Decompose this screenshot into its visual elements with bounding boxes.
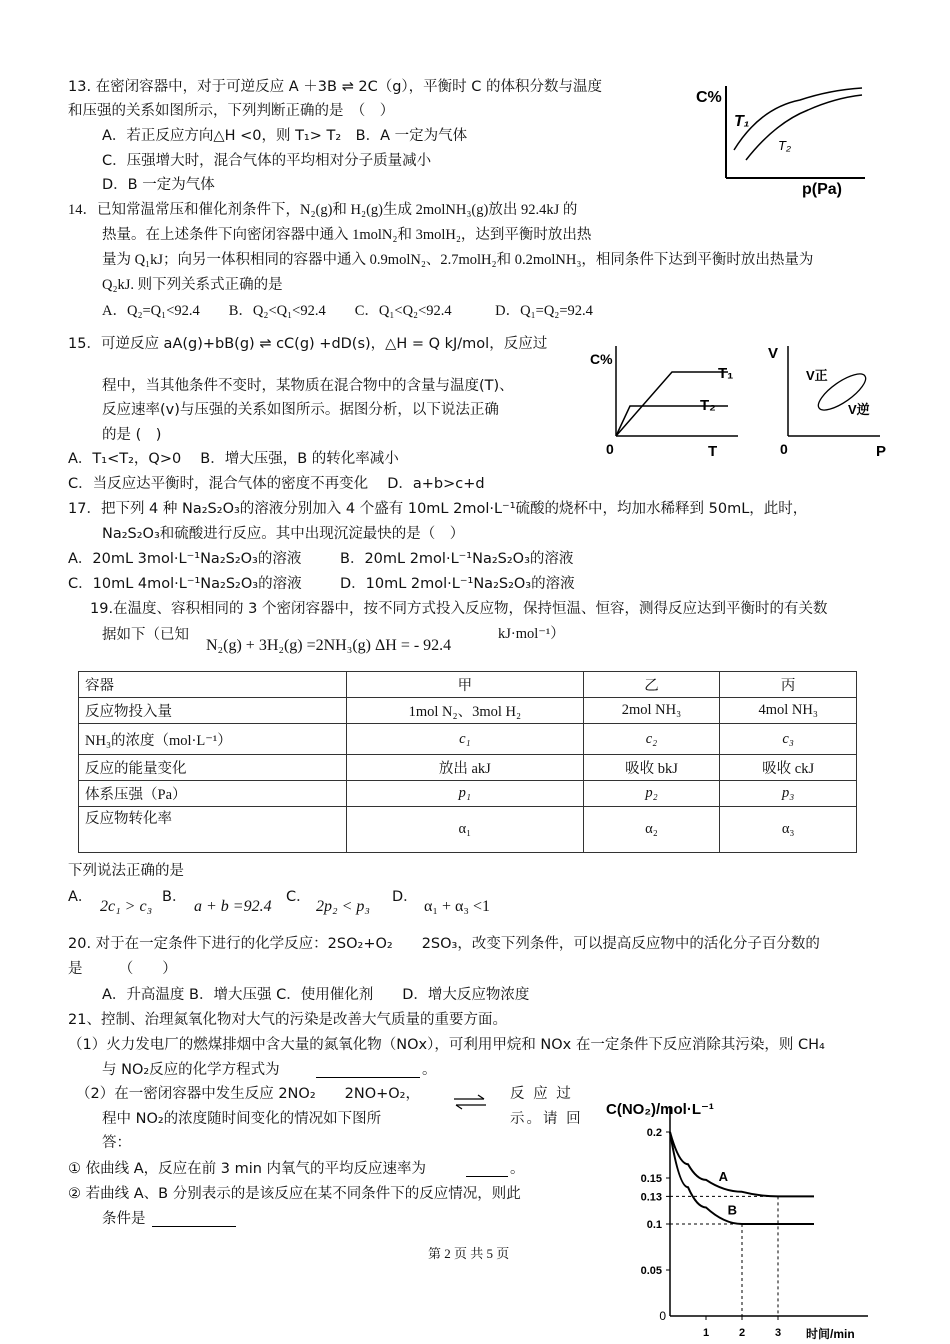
q19-option-d-expr: α₁ + α₃ <1 bbox=[424, 898, 490, 915]
table-row bbox=[79, 698, 857, 724]
q19-option-c-expr: 2p₂ < p₃ bbox=[316, 898, 370, 915]
q21-p1b: 与 NO₂反应的化学方程式为 bbox=[102, 1062, 280, 1078]
x-axis-label: 时间/min bbox=[806, 1327, 855, 1341]
table-cell: NH₃的浓度（mol·L⁻¹） bbox=[79, 724, 347, 755]
q13-t1-label: T₁ bbox=[734, 113, 750, 130]
x-tick-label: 3 bbox=[774, 1327, 782, 1339]
table-cell: c₁ bbox=[347, 724, 584, 755]
q15-option-c: C．当反应达平衡时，混合气体的密度不再变化 D．a+b>c+d bbox=[68, 476, 485, 492]
q15-figures bbox=[580, 330, 900, 464]
q19-option-b-expr: a + b =92.4 bbox=[194, 898, 272, 915]
q19-table bbox=[78, 671, 857, 853]
table-row bbox=[79, 755, 857, 781]
q14-line3: 量为 Q₁kJ；向另一体积相同的容器中通入 0.9molN₂、2.7molH₂和 0.2molNH₃，相同条件下达到平衡时放出热量为 bbox=[102, 252, 814, 268]
q15-fig2-y-label: V bbox=[768, 345, 779, 362]
q19-option-a-expr: 2c₁ > c₃ bbox=[100, 898, 153, 915]
q13-curve-t1 bbox=[734, 88, 862, 150]
page-footer: 第 2 页 共 5 页 bbox=[428, 1246, 510, 1261]
x-tick-label: 1 bbox=[702, 1327, 710, 1339]
q13-option-a: A．若正反应方向△H <0，则 T₁> T₂ B．A 一定为气体 bbox=[102, 128, 468, 144]
q13-option-d: D．B 一定为气体 bbox=[102, 177, 215, 193]
q17-line1: 17．把下列 4 种 Na₂S₂O₃的溶液分别加入 4 个盛有 10mL 2mol·L⁻¹硫酸的烧杯中，均加水稀释到 50mL，此时， bbox=[68, 501, 808, 517]
q14-line4: Q₂kJ. 则下列关系式正确的是 bbox=[102, 277, 283, 293]
table-cell: p₁ bbox=[347, 781, 584, 807]
table-cell: 放出 akJ bbox=[347, 755, 584, 781]
q20-line2: 是 （ ） bbox=[68, 961, 177, 977]
q19-option-a: A． bbox=[68, 889, 93, 905]
table-row bbox=[79, 724, 857, 755]
q21-blank-2[interactable] bbox=[466, 1176, 508, 1177]
table-cell: 甲 bbox=[347, 672, 584, 698]
q19-option-b: B． bbox=[162, 889, 187, 905]
q13-line1: 13. 在密闭容器中，对于可逆反应 A ＋3B ⇌ 2C（g），平衡时 C 的体积分数与温度 bbox=[68, 79, 602, 95]
y-tick-label: 0 bbox=[659, 1309, 666, 1323]
q20-options: A．升高温度 B．增大压强 C．使用催化剂 D．增大反应物浓度 bbox=[102, 987, 530, 1003]
y-tick-label: 0.1 bbox=[646, 1219, 662, 1231]
table-header-row bbox=[79, 672, 857, 698]
table-cell: p₂ bbox=[583, 781, 720, 807]
q13-curve-t2 bbox=[746, 95, 862, 160]
q21-blank-1[interactable] bbox=[316, 1077, 420, 1078]
q15-fig2-origin: 0 bbox=[780, 441, 788, 457]
q15-fig2-v-forward: V正 bbox=[806, 368, 828, 383]
q15-fig2-x-label: P bbox=[876, 443, 887, 460]
table-cell: α₂ bbox=[583, 807, 720, 853]
table-cell: p₃ bbox=[720, 781, 857, 807]
q14-line1: 14．已知常温常压和催化剂条件下，N₂(g)和 H₂(g)生成 2molNH₃(g)放出 92.4kJ 的 bbox=[68, 202, 578, 218]
q21-s2: ② 若曲线 A、B 分别表示的是该反应在某不同条件下的反应情况，则此 bbox=[68, 1186, 521, 1202]
q15-fig1-x-label: T bbox=[708, 443, 718, 460]
q21-line1: 21、控制、治理氮氧化物对大气的污染是改善大气质量的重要方面。 bbox=[68, 1012, 507, 1028]
q21-p2a-right: 反 应 过 bbox=[510, 1086, 573, 1102]
q21-s1: ① 依曲线 A，反应在前 3 min 内氧气的平均反应速率为 bbox=[68, 1161, 427, 1177]
q19-option-c: C． bbox=[286, 889, 311, 905]
y-tick-label: 0.05 bbox=[640, 1265, 662, 1277]
series-label-b: B bbox=[727, 1202, 737, 1218]
y-axis-label: C(NO₂)/mol·L⁻¹ bbox=[606, 1101, 714, 1118]
table-cell: 1mol N₂、3mol H₂ bbox=[347, 698, 584, 724]
y-tick-label: 0.15 bbox=[640, 1173, 662, 1185]
table-cell: α₃ bbox=[720, 807, 857, 853]
q15-line3: 反应速率(v)与压强的关系如图所示。据图分析，以下说法正确 bbox=[102, 402, 499, 418]
table-cell: α₁ bbox=[347, 807, 584, 853]
series-label-a: A bbox=[718, 1169, 728, 1185]
q17-line2: Na₂S₂O₃和硫酸进行反应。其中出现沉淀最快的是（ ） bbox=[102, 526, 465, 542]
q13-option-c: C．压强增大时，混合气体的平均相对分子质量减小 bbox=[102, 153, 432, 169]
equilibrium-arrow-icon bbox=[452, 1094, 488, 1110]
q21-s2b: 条件是 bbox=[102, 1211, 146, 1227]
table-cell: 反应物投入量 bbox=[79, 698, 347, 724]
q19-line1: 19.在温度、容积相同的 3 个密闭容器中，按不同方式投入反应物，保持恒温、恒容，测得反应达到平衡时的有关数 bbox=[90, 601, 828, 617]
q14-options: A．Q₂=Q₁<92.4 B．Q₂<Q₁<92.4 C．Q₁<Q₂<92.4 D．Q₁=Q₂=92.4 bbox=[102, 303, 593, 319]
q15-line2: 程中，当其他条件不变时，某物质在混合物中的含量与温度(T)、 bbox=[102, 378, 514, 394]
q13-line2: 和压强的关系如图所示，下列判断正确的是 （ ） bbox=[68, 103, 395, 119]
y-tick-label: 0.2 bbox=[646, 1127, 662, 1139]
q17-option-d: D．10mL 2mol·L⁻¹Na₂S₂O₃的溶液 bbox=[340, 576, 575, 592]
y-tick-label: 0.13 bbox=[640, 1191, 662, 1204]
table-cell: 吸收 ckJ bbox=[720, 755, 857, 781]
q15-fig1-t1: T₁ bbox=[718, 365, 734, 382]
q17-option-c: C．10mL 4mol·L⁻¹Na₂S₂O₃的溶液 bbox=[68, 576, 302, 592]
series-line-a bbox=[670, 1132, 814, 1196]
q19-after: 下列说法正确的是 bbox=[68, 863, 184, 879]
table-cell: c₃ bbox=[720, 724, 857, 755]
q19-unit: kJ·mol⁻¹） bbox=[498, 626, 565, 642]
q21-chart bbox=[598, 1090, 880, 1342]
q19-option-d: D． bbox=[392, 889, 418, 905]
table-cell: 2mol NH₃ bbox=[583, 698, 720, 724]
table-row bbox=[79, 781, 857, 807]
series-line-b bbox=[670, 1132, 814, 1224]
q21-p2a: （2）在一密闭容器中发生反应 2NO₂ 2NO+O₂， bbox=[76, 1086, 420, 1102]
q21-p1a: （1）火力发电厂的燃煤排烟中含大量的氮氧化物（NOx），可利用甲烷和 NOx 在一定条件下反应消除其污染，则 CH₄ bbox=[68, 1037, 825, 1053]
q20-line1: 20. 对于在一定条件下进行的化学反应：2SO₂+O₂ 2SO₃，改变下列条件，可以提高反应物中的活化分子百分数的 bbox=[68, 936, 820, 952]
q15-fig2-v-reverse: V逆 bbox=[848, 402, 870, 417]
q13-figure bbox=[690, 78, 890, 202]
q15-fig1-origin: 0 bbox=[606, 441, 614, 457]
table-cell: 吸收 bkJ bbox=[583, 755, 720, 781]
q15-line1: 15．可逆反应 aA(g)+bB(g) ⇌ cC(g) +dD(s)，△H = Q kJ/mol，反应过 bbox=[68, 336, 548, 352]
q13-x-label: p(Pa) bbox=[802, 181, 842, 198]
table-cell: 乙 bbox=[583, 672, 720, 698]
table-cell: 反应物转化率 bbox=[79, 807, 347, 853]
q17-option-b: B．20mL 2mol·L⁻¹Na₂S₂O₃的溶液 bbox=[340, 551, 574, 567]
table-cell: 4mol NH₃ bbox=[720, 698, 857, 724]
q13-t2-label: T₂ bbox=[778, 138, 791, 153]
q21-p2c: 答： bbox=[102, 1135, 131, 1151]
q15-option-a: A．T₁<T₂，Q>0 B．增大压强，B 的转化率减小 bbox=[68, 451, 399, 467]
table-cell: c₂ bbox=[583, 724, 720, 755]
q13-y-label: C% bbox=[696, 89, 722, 106]
q21-p2b-right: 示。请 回 bbox=[510, 1111, 583, 1127]
table-cell: 反应的能量变化 bbox=[79, 755, 347, 781]
x-tick-label: 2 bbox=[738, 1327, 746, 1339]
q21-blank-3[interactable] bbox=[152, 1226, 236, 1227]
q19-line2: 据如下（已知 bbox=[102, 627, 189, 643]
table-cell: 容器 bbox=[79, 672, 347, 698]
q19-equation: N₂(g) + 3H₂(g) =2NH₃(g) ΔH = - 92.4 bbox=[206, 637, 452, 654]
table-row bbox=[79, 807, 857, 853]
q14-line2: 热量。在上述条件下向密闭容器中通入 1molN₂和 3molH₂，达到平衡时放出热 bbox=[102, 227, 592, 243]
q15-fig1-t2: T₂ bbox=[700, 397, 716, 414]
table-cell: 丙 bbox=[720, 672, 857, 698]
q15-line4: 的是 ( ) bbox=[102, 427, 162, 443]
q15-fig1-y-label: C% bbox=[590, 351, 613, 367]
q21-p2b: 程中 NO₂的浓度随时间变化的情况如下图所 bbox=[102, 1111, 382, 1127]
table-cell: 体系压强（Pa） bbox=[79, 781, 347, 807]
q17-option-a: A．20mL 3mol·L⁻¹Na₂S₂O₃的溶液 bbox=[68, 551, 302, 567]
